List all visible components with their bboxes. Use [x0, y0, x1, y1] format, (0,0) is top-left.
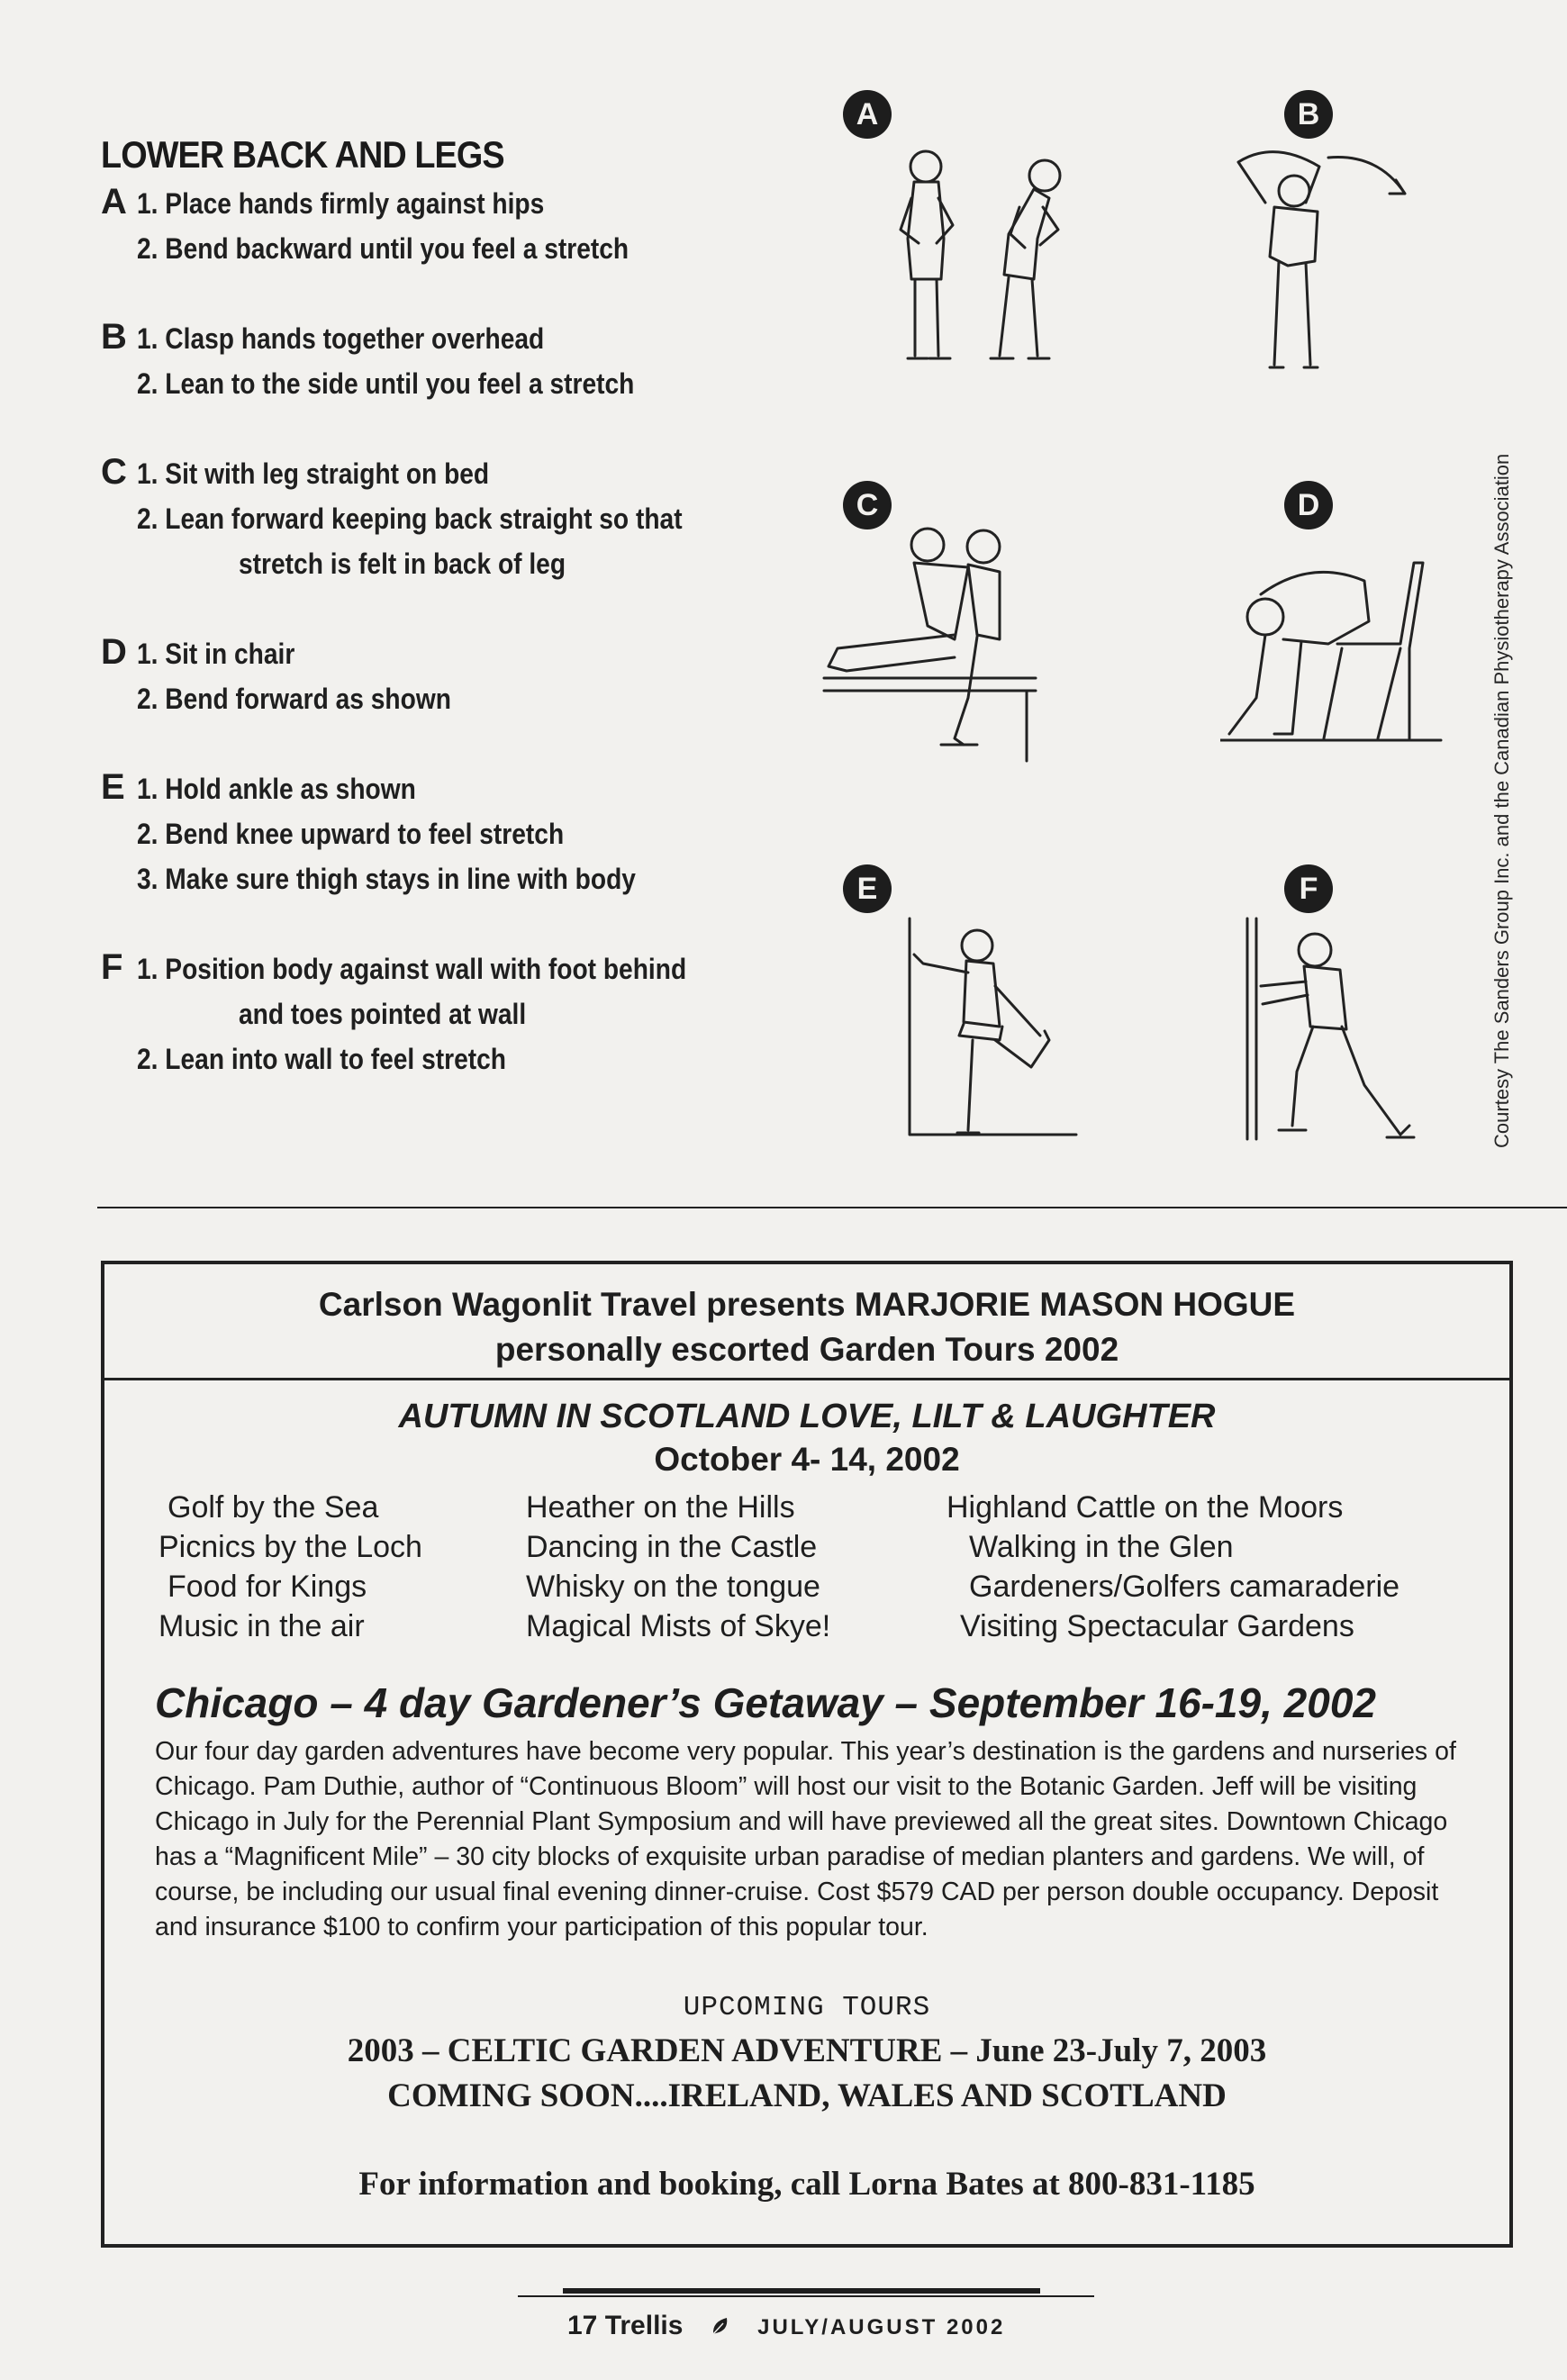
upcoming-tour-coming-soon: COMING SOON....IRELAND, WALES AND SCOTLAND: [387, 2077, 1227, 2114]
highlight-item: Heather on the Hills: [526, 1490, 795, 1525]
exercise-step: 1. Place hands firmly against hips: [137, 187, 545, 220]
exercise-step: stretch is felt in back of leg: [239, 547, 566, 580]
scotland-tour-dates: October 4- 14, 2002: [654, 1441, 960, 1478]
highlight-item: Golf by the Sea: [168, 1490, 379, 1525]
exercise-letter: E: [101, 767, 125, 807]
figure-label-e: E: [843, 864, 892, 913]
tour-advertisement: [101, 1261, 1513, 2248]
back-bend-illustration: [865, 144, 1099, 378]
highlight-item: Gardeners/Golfers camaraderie: [969, 1570, 1400, 1604]
figure-label-b: B: [1284, 90, 1333, 139]
highlight-item: Food for Kings: [168, 1570, 367, 1604]
exercise-letter: C: [101, 452, 127, 492]
exercise-letter: D: [101, 632, 127, 672]
exercise-letter: B: [101, 317, 127, 357]
highlights-column-3: [947, 1488, 1399, 1646]
exercise-letter: F: [101, 947, 123, 987]
highlight-item: Magical Mists of Skye!: [526, 1609, 831, 1643]
highlight-item: Picnics by the Loch: [159, 1530, 422, 1564]
exercise-step: 1. Sit with leg straight on bed: [137, 457, 490, 490]
exercise-step: 1. Sit in chair: [137, 638, 295, 670]
wall-calf-stretch-illustration: [1243, 914, 1432, 1153]
figure-label-a: A: [843, 90, 892, 139]
ad-header-line-2: personally escorted Garden Tours 2002: [494, 1331, 1119, 1368]
exercise-step: 2. Lean forward keeping back straight so that: [137, 502, 683, 535]
section-divider: [97, 1207, 1567, 1208]
chair-forward-bend-illustration: [1220, 540, 1454, 756]
highlight-item: Highland Cattle on the Moors: [947, 1490, 1344, 1525]
issue-date: JULY/AUGUST 2002: [757, 2315, 1006, 2339]
booking-contact: For information and booking, call Lorna Bates at 800-831-1185: [358, 2166, 1255, 2203]
exercise-step: 2. Lean to the side until you feel a stretch: [137, 367, 635, 400]
page-footer: [567, 2311, 1005, 2341]
exercise-step: 2. Lean into wall to feel stretch: [137, 1043, 506, 1075]
highlights-column-2: [526, 1488, 830, 1646]
exercise-step: 2. Bend knee upward to feel stretch: [137, 818, 565, 850]
exercise-letter: A: [101, 182, 127, 222]
exercise-step: 1. Clasp hands together overhead: [137, 322, 545, 355]
highlight-item: Walking in the Glen: [969, 1530, 1234, 1564]
figure-label-f: F: [1284, 864, 1333, 913]
chicago-tour-description: Our four day garden adventures have become very popular. This year’s destination is the gardens and nurseries of Chicago. Pam Duthie, author of “Continuous Bloom” will host our visit to the Botanic Garden. Jeff will be visiting Chicago in July for the Perennial Plant Symposium and will have previewed all the great sites. Downtown Chicago has a “Magnificent Mile” – 30 city blocks of exquisite urban paradise of median planters and gardens. We will, of course, be including our usual final evening dinner-cruise. Cost $579 CAD per person double occupancy. Deposit and insurance $100 to confirm your participation of this popular tour.: [155, 1737, 1456, 1941]
scotland-tour-title: AUTUMN IN SCOTLAND LOVE, LILT & LAUGHTER: [398, 1398, 1216, 1435]
highlight-item: Music in the air: [159, 1609, 365, 1643]
section-title: LOWER BACK AND LEGS: [101, 133, 504, 176]
upcoming-tour-celtic: 2003 – CELTIC GARDEN ADVENTURE – June 23-July 7, 2003: [347, 2032, 1267, 2069]
image-credit: Courtesy The Sanders Group Inc. and the Canadian Physiotherapy Association: [1490, 453, 1513, 1148]
ad-header-line-1: Carlson Wagonlit Travel presents MARJORIE MASON HOGUE: [318, 1286, 1296, 1323]
side-lean-illustration: [1220, 144, 1427, 378]
figure-label-c: C: [843, 481, 892, 529]
upcoming-tours-label: UPCOMING TOURS: [683, 1992, 931, 2023]
leaf-icon: [711, 2316, 730, 2336]
highlight-item: Dancing in the Castle: [526, 1530, 818, 1564]
seated-leg-stretch-illustration: [820, 518, 1054, 770]
standing-quad-stretch-illustration: [896, 914, 1094, 1148]
page-number: 17 Trellis: [567, 2311, 684, 2340]
footer-bar: [563, 2288, 1040, 2294]
exercise-step: and toes pointed at wall: [239, 998, 527, 1030]
exercise-step: 3. Make sure thigh stays in line with body: [137, 863, 636, 895]
exercise-step: 1. Hold ankle as shown: [137, 773, 416, 805]
exercise-step: 1. Position body against wall with foot behind: [137, 953, 687, 985]
highlight-item: Whisky on the tongue: [526, 1570, 820, 1604]
exercise-step: 2. Bend backward until you feel a stretch: [137, 232, 630, 265]
highlight-item: Visiting Spectacular Gardens: [960, 1609, 1354, 1643]
highlights-column-1: [159, 1488, 422, 1646]
ad-header: [104, 1264, 1509, 1380]
footer-rule: [518, 2295, 1094, 2297]
chicago-tour-title: Chicago – 4 day Gardener’s Getaway – September 16-19, 2002: [155, 1679, 1376, 1726]
figure-label-d: D: [1284, 481, 1333, 529]
exercise-step: 2. Bend forward as shown: [137, 683, 451, 715]
